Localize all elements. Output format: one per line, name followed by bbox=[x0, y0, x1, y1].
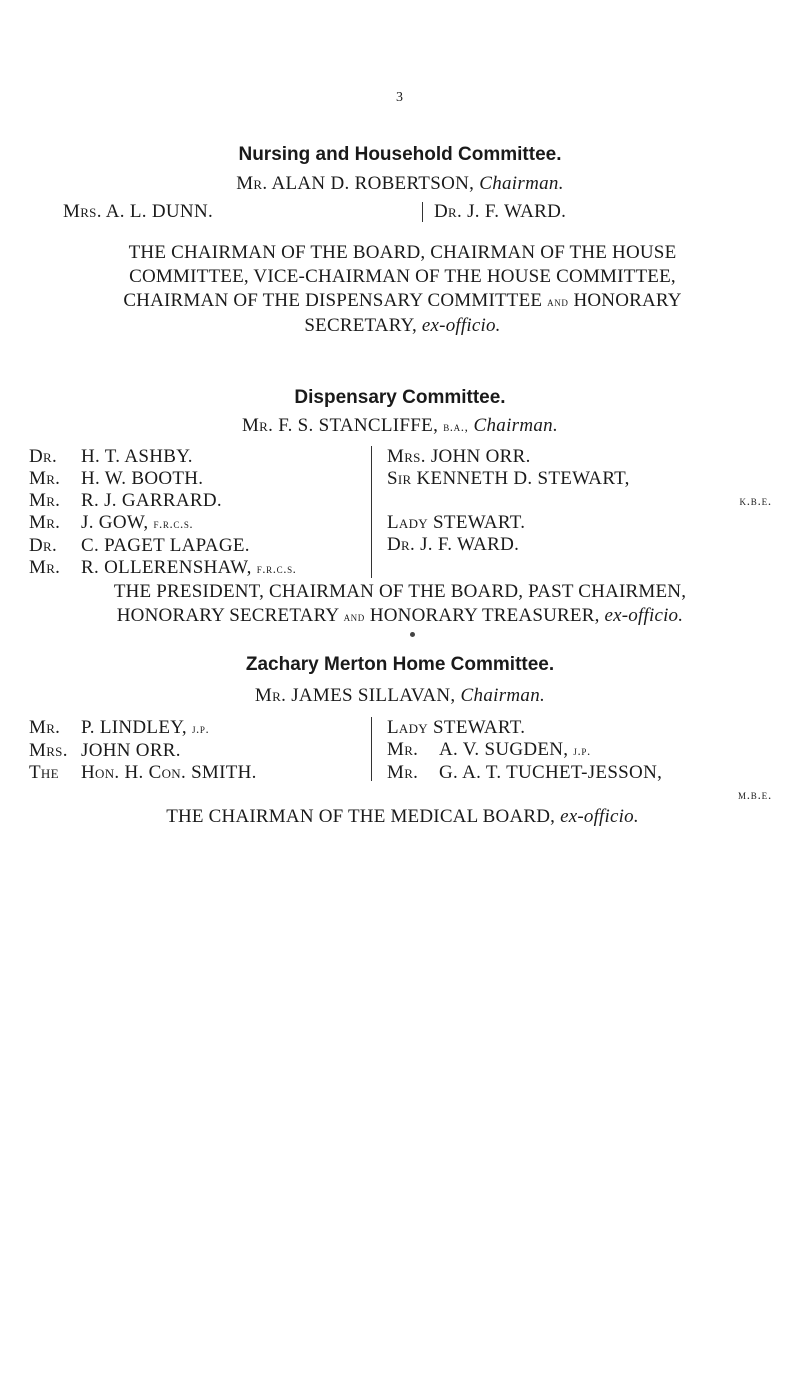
page-number: 3 bbox=[396, 90, 404, 105]
ex-officio-line bbox=[0, 604, 800, 629]
dispensary-committee-section bbox=[0, 386, 800, 629]
member-honour: m.b.e. bbox=[737, 787, 772, 802]
members-right-column bbox=[387, 446, 772, 556]
member-entry-continuation bbox=[387, 490, 772, 512]
member-qualification: j.p. bbox=[573, 743, 591, 758]
ex-officio-label: ex-officio. bbox=[421, 315, 501, 336]
nursing-ex-officio bbox=[0, 241, 800, 338]
member-title: Mr. bbox=[29, 468, 61, 489]
member-entry bbox=[387, 446, 772, 468]
chair-role: Chairman. bbox=[473, 415, 559, 436]
member-title: Dr. bbox=[29, 535, 58, 556]
members-left-column bbox=[29, 717, 257, 784]
member-name: A. V. SUGDEN, bbox=[439, 739, 569, 760]
member-entry bbox=[387, 762, 772, 784]
member-title: Mr. bbox=[29, 490, 61, 511]
zachary-merton-committee-heading: Zachary Merton Home Committee. bbox=[245, 654, 555, 675]
members-right-column bbox=[387, 717, 772, 806]
ex-officio-text: SECRETARY, bbox=[304, 315, 417, 336]
column-divider bbox=[371, 717, 372, 781]
ex-officio-line: THE PRESIDENT, CHAIRMAN OF THE BOARD, PAST CHAIRMEN, bbox=[113, 581, 687, 602]
chair-title: Mr. bbox=[241, 415, 274, 436]
zachary-merton-committee-section bbox=[0, 653, 800, 829]
member-entry bbox=[387, 534, 772, 556]
member-entry bbox=[29, 512, 297, 535]
ex-officio-line bbox=[0, 314, 800, 338]
member-name: R. J. GARRARD. bbox=[81, 490, 222, 511]
member-qualification: f.r.c.s. bbox=[256, 561, 297, 576]
member-entry-continuation bbox=[387, 784, 772, 806]
member-name: Hon. H. Con. SMITH. bbox=[81, 762, 257, 783]
ex-officio-line: COMMITTEE, VICE-CHAIRMAN OF THE HOUSE COMMITTEE, bbox=[129, 266, 676, 287]
member-entry bbox=[387, 739, 772, 762]
zachary-members bbox=[0, 717, 800, 809]
chair-role: Chairman. bbox=[460, 685, 546, 706]
member-title: Mr. bbox=[29, 717, 61, 738]
member-name: J. F. WARD. bbox=[420, 534, 520, 555]
chair-qualification: b.a., bbox=[443, 419, 469, 434]
member-entry bbox=[29, 446, 297, 468]
member-entry bbox=[29, 468, 297, 490]
column-divider bbox=[371, 446, 372, 578]
ex-officio-and: and bbox=[343, 609, 365, 624]
member-name: R. OLLERENSHAW, bbox=[81, 557, 252, 578]
member-name: STEWART. bbox=[433, 717, 526, 738]
member-name: H. T. ASHBY. bbox=[81, 446, 193, 467]
member-title: Mrs. bbox=[63, 201, 102, 222]
member-name: JOHN ORR. bbox=[430, 446, 531, 467]
member-title: Mr. bbox=[387, 739, 419, 760]
member-title: Dr. bbox=[29, 446, 58, 467]
member-entry bbox=[29, 490, 297, 512]
dispensary-ex-officio bbox=[0, 580, 800, 629]
nursing-chairman-line bbox=[0, 171, 800, 197]
member-entry bbox=[29, 557, 297, 580]
zachary-chairman-line bbox=[0, 683, 800, 709]
ex-officio-text: HONORARY bbox=[573, 290, 682, 311]
nursing-committee-section bbox=[0, 143, 800, 338]
nursing-committee-heading: Nursing and Household Committee. bbox=[238, 144, 562, 165]
member-entry bbox=[387, 717, 772, 739]
dispensary-committee-heading: Dispensary Committee. bbox=[294, 387, 506, 408]
member-name: J. GOW, bbox=[81, 512, 149, 533]
member-entry bbox=[29, 762, 257, 784]
ex-officio-line bbox=[0, 289, 800, 314]
member-title: Lady bbox=[387, 717, 428, 738]
member-title: Sir bbox=[387, 468, 412, 489]
member-title: Mrs. bbox=[29, 740, 68, 761]
member-entry bbox=[387, 468, 772, 490]
member-entry bbox=[29, 535, 297, 557]
chair-name: F. S. STANCLIFFE, bbox=[278, 415, 439, 436]
dispensary-chairman-line bbox=[0, 413, 800, 440]
member-entry bbox=[29, 740, 257, 762]
member-honour: k.b.e. bbox=[739, 493, 772, 508]
chair-role: Chairman. bbox=[479, 173, 564, 194]
member-title: Dr. bbox=[434, 201, 463, 222]
ex-officio-label: ex-officio. bbox=[560, 806, 639, 827]
member-qualification: j.p. bbox=[191, 721, 210, 736]
member-qualification: f.r.c.s. bbox=[153, 516, 194, 531]
nursing-members-row bbox=[0, 201, 800, 227]
ex-officio-label: ex-officio. bbox=[604, 605, 684, 626]
ex-officio-text: THE CHAIRMAN OF THE MEDICAL BOARD, bbox=[166, 806, 556, 827]
dispensary-members bbox=[0, 446, 800, 580]
ex-officio-line: THE CHAIRMAN OF THE BOARD, CHAIRMAN OF THE HOUSE bbox=[128, 242, 677, 263]
ex-officio-text: HONORARY TREASURER, bbox=[369, 605, 600, 626]
member-title: Mr. bbox=[29, 557, 61, 578]
member-name: STEWART. bbox=[433, 512, 526, 533]
member-name: G. A. T. TUCHET-JESSON, bbox=[439, 762, 663, 783]
chair-title: Mr. bbox=[254, 685, 287, 706]
ex-officio-text: CHAIRMAN OF THE DISPENSARY COMMITTEE bbox=[123, 290, 543, 311]
ex-officio-and: and bbox=[547, 294, 569, 309]
chair-name: JAMES SILLAVAN, bbox=[291, 685, 456, 706]
member-name: JOHN ORR. bbox=[81, 740, 181, 761]
ink-spot bbox=[410, 632, 415, 637]
member-entry bbox=[29, 717, 257, 740]
ex-officio-text: HONORARY SECRETARY bbox=[116, 605, 339, 626]
member-name: H. W. BOOTH. bbox=[81, 468, 204, 489]
column-divider bbox=[422, 202, 423, 222]
member-name: A. L. DUNN. bbox=[105, 201, 214, 222]
member-entry bbox=[387, 512, 772, 534]
chair-title: Mr. bbox=[236, 173, 268, 194]
member-name: P. LINDLEY, bbox=[81, 717, 187, 738]
member-title: Dr. bbox=[387, 534, 416, 555]
member-title: Mr. bbox=[29, 512, 61, 533]
member-title: The bbox=[29, 762, 59, 783]
member-entry bbox=[63, 201, 213, 223]
members-left-column bbox=[29, 446, 297, 580]
chair-name: ALAN D. ROBERTSON, bbox=[271, 173, 475, 194]
member-name: C. PAGET LAPAGE. bbox=[81, 535, 250, 556]
member-title: Lady bbox=[387, 512, 428, 533]
member-title: Mrs. bbox=[387, 446, 426, 467]
member-title: Mr. bbox=[387, 762, 419, 783]
member-name: J. F. WARD. bbox=[467, 201, 567, 222]
member-entry bbox=[434, 201, 566, 223]
member-name: KENNETH D. STEWART, bbox=[416, 468, 630, 489]
